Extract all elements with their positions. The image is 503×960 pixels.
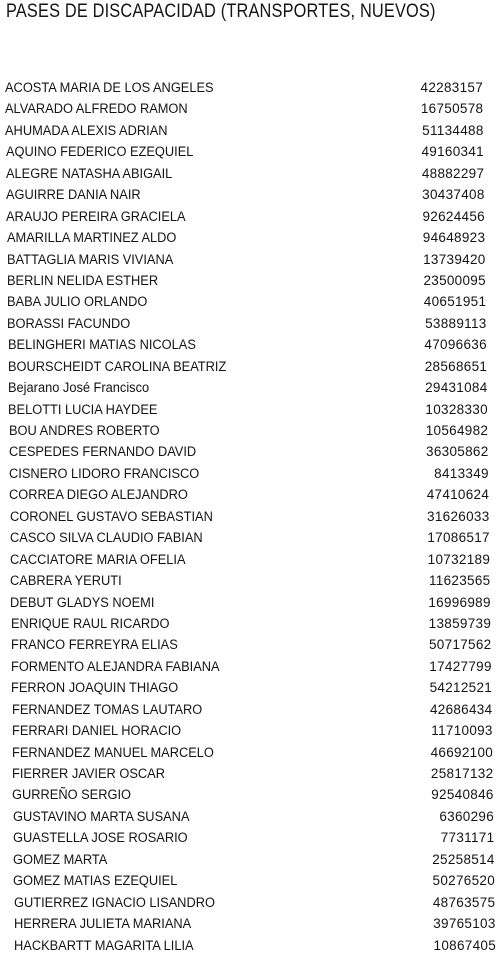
list-item <box>0 77 503 98</box>
person-name: ALVARADO ALFREDO RAMON <box>5 101 188 117</box>
person-name: GURREÑO SERGIO <box>12 787 132 803</box>
list-item <box>0 463 503 484</box>
document-number: 42283157 <box>420 80 483 95</box>
document-number: 7731171 <box>440 830 495 846</box>
person-name: FERRARI DANIEL HORACIO <box>11 723 181 739</box>
list-item <box>0 570 503 591</box>
person-name: ENRIQUE RAUL RICARDO <box>10 615 170 631</box>
list-item <box>0 742 503 763</box>
list-item <box>0 249 503 270</box>
document-number: 16750578 <box>420 101 484 117</box>
document-number: 49160341 <box>421 144 484 160</box>
list-item <box>0 870 503 891</box>
document-number: 16996989 <box>428 594 491 610</box>
person-name: FIERRER JAVIER OSCAR <box>12 766 166 781</box>
document-number: 92540846 <box>431 787 494 803</box>
list-item <box>0 313 503 334</box>
name-list <box>0 77 503 956</box>
person-name: HERRERA JULIETA MARIANA <box>13 916 191 932</box>
list-item <box>0 720 503 741</box>
document-number: 53889113 <box>425 315 487 331</box>
document-number: 42686434 <box>429 701 493 717</box>
list-item <box>0 784 503 805</box>
list-item <box>0 227 503 248</box>
person-name: CASCO SILVA CLAUDIO FABIAN <box>9 530 203 546</box>
person-name: CESPEDES FERNANDO DAVID <box>8 444 197 460</box>
list-item <box>0 806 503 827</box>
list-item <box>0 141 503 162</box>
person-name: BORASSI FACUNDO <box>7 315 131 331</box>
person-name: ARAUJO PEREIRA GRACIELA <box>6 208 186 224</box>
person-name: CORREA DIEGO ALEJANDRO <box>9 487 189 503</box>
list-item <box>0 270 503 291</box>
person-name: BERLIN NELIDA ESTHER <box>7 272 159 288</box>
person-name: BOU ANDRES ROBERTO <box>8 423 160 438</box>
person-name: GUTIERREZ IGNACIO LISANDRO <box>13 894 215 910</box>
document-number: 48763575 <box>432 894 496 910</box>
person-name: ACOSTA MARIA DE LOS ANGELES <box>5 80 214 95</box>
document-number: 47410624 <box>426 487 490 503</box>
person-name: AQUINO FEDERICO EZEQUIEL <box>5 144 194 160</box>
person-name: FERNANDEZ TOMAS LAUTARO <box>11 701 202 717</box>
list-item <box>0 334 503 355</box>
person-name: GOMEZ MARTA <box>13 851 108 867</box>
document-number: 6360296 <box>439 808 495 824</box>
document-number: 48882297 <box>421 165 485 181</box>
document-number: 25817132 <box>430 766 494 781</box>
person-name: AHUMADA ALEXIS ADRIAN <box>5 122 168 138</box>
person-name: GOMEZ MATIAS EZEQUIEL <box>13 873 178 889</box>
document-number: 39765103 <box>433 916 496 932</box>
document-number: 17427799 <box>429 658 492 674</box>
person-name: HACKBARTT MAGARITA LILIA <box>14 937 194 953</box>
person-name: AMARILLA MARTINEZ ALDO <box>6 230 176 246</box>
document-number: 11623565 <box>429 573 491 589</box>
person-name: FERNANDEZ MANUEL MARCELO <box>11 744 214 760</box>
document-number: 92624456 <box>422 208 485 224</box>
document-number: 8413349 <box>434 465 489 481</box>
person-name: FERRON JOAQUIN THIAGO <box>11 680 179 696</box>
person-name: GUSTAVINO MARTA SUSANA <box>12 808 190 824</box>
document-number: 31626033 <box>427 508 490 524</box>
list-item <box>0 549 503 570</box>
list-item <box>0 935 503 956</box>
list-item <box>0 827 503 848</box>
person-name: CACCIATORE MARIA OFELIA <box>9 551 186 567</box>
person-name: AGUIRRE DANIA NAIR <box>6 187 141 203</box>
document-title: PASES DE DISCAPACIDAD (TRANSPORTES, NUEVOS) <box>6 1 436 22</box>
list-item <box>0 291 503 312</box>
person-name: CISNERO LIDORO FRANCISCO <box>9 465 200 481</box>
list-item <box>0 420 503 441</box>
document-number: 50717562 <box>428 637 492 653</box>
document-number: 30437408 <box>422 187 485 203</box>
person-name: BOURSCHEIDT CAROLINA BEATRIZ <box>7 358 227 374</box>
document-number: 50276520 <box>432 873 496 889</box>
list-item <box>0 484 503 505</box>
person-name: BATTAGLIA MARIS VIVIANA <box>6 251 174 267</box>
list-item <box>0 184 503 205</box>
document-number: 94648923 <box>422 230 486 246</box>
list-item <box>0 527 503 548</box>
document-number: 23500095 <box>423 272 486 288</box>
document-number: 10328330 <box>425 401 488 417</box>
document-number: 10732189 <box>427 551 491 567</box>
document-number: 11710093 <box>431 723 493 739</box>
list-item <box>0 356 503 377</box>
list-item <box>0 377 503 398</box>
list-item <box>0 592 503 613</box>
list-item <box>0 206 503 227</box>
list-item <box>0 399 503 420</box>
list-item <box>0 763 503 784</box>
list-item <box>0 892 503 913</box>
person-name: Bejarano José Francisco <box>8 380 150 396</box>
list-item <box>0 699 503 720</box>
list-item <box>0 506 503 527</box>
person-name: FORMENTO ALEJANDRA FABIANA <box>11 658 220 674</box>
document-number: 25258514 <box>432 851 495 867</box>
document-number: 51134488 <box>422 122 484 138</box>
person-name: CABRERA YERUTI <box>10 573 122 589</box>
person-name: GUASTELLA JOSE ROSARIO <box>12 830 188 846</box>
person-name: FRANCO FERREYRA ELIAS <box>10 637 178 653</box>
document-number: 29431084 <box>425 380 488 396</box>
person-name: CORONEL GUSTAVO SEBASTIAN <box>9 508 213 524</box>
document-number: 13739420 <box>423 251 486 267</box>
document-number: 28568651 <box>424 358 488 374</box>
list-item <box>0 849 503 870</box>
person-name: BELOTTI LUCIA HAYDEE <box>8 401 158 417</box>
document-number: 54212521 <box>429 680 493 696</box>
person-name: BELINGHERI MATIAS NICOLAS <box>7 337 196 353</box>
list-item <box>0 677 503 698</box>
list-item <box>0 634 503 655</box>
list-item <box>0 163 503 184</box>
list-item <box>0 913 503 934</box>
document-number: 36305862 <box>426 444 489 460</box>
document-number: 46692100 <box>430 744 494 760</box>
list-item <box>0 120 503 141</box>
list-item <box>0 98 503 119</box>
document-number: 40651951 <box>423 294 487 310</box>
person-name: ALEGRE NATASHA ABIGAIL <box>5 165 173 181</box>
document-number: 13859739 <box>428 615 492 631</box>
document-number: 17086517 <box>427 530 490 546</box>
document-number: 10867405 <box>433 937 496 953</box>
list-item <box>0 656 503 677</box>
person-name: DEBUT GLADYS NOEMI <box>10 594 155 610</box>
document-number: 47096636 <box>424 337 487 353</box>
document-number: 10564982 <box>425 423 489 438</box>
person-name: BABA JULIO ORLANDO <box>7 294 148 310</box>
list-item <box>0 613 503 634</box>
list-item <box>0 441 503 462</box>
